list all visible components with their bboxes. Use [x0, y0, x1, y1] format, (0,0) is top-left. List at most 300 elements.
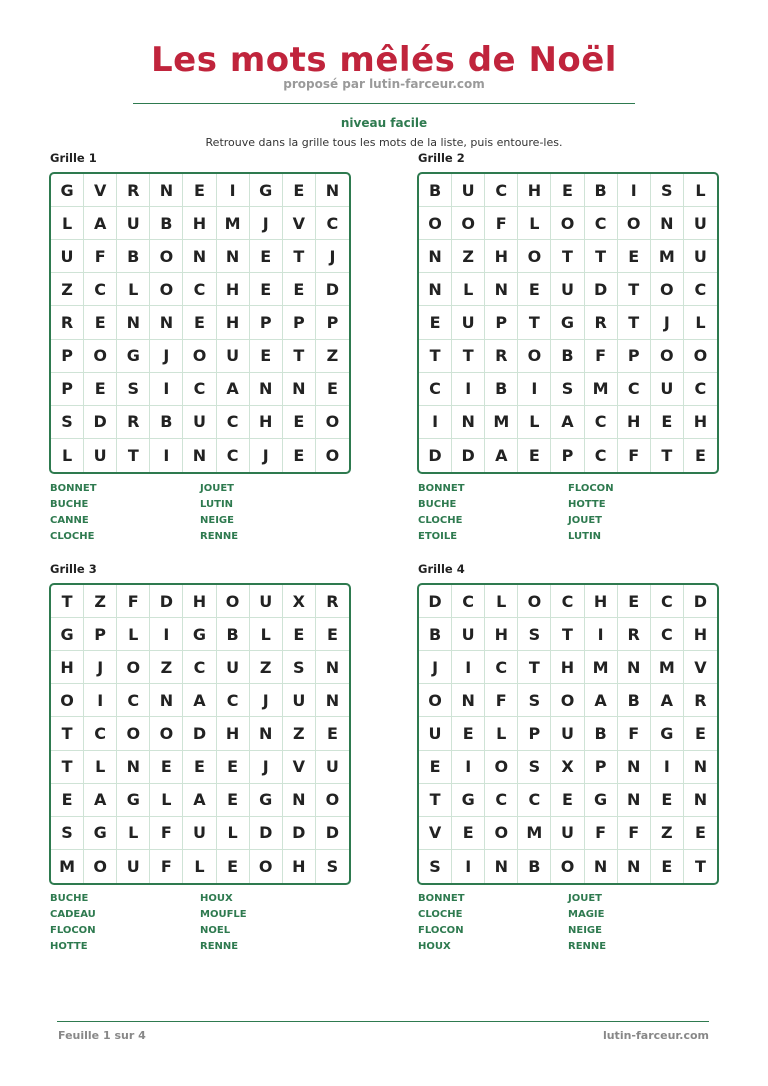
grid-cell[interactable]: N: [585, 850, 618, 883]
grid-cell[interactable]: E: [283, 618, 316, 651]
grid-cell[interactable]: O: [150, 240, 183, 273]
grid-cell[interactable]: N: [283, 784, 316, 817]
grid-cell[interactable]: T: [694, 856, 706, 876]
grid-cell[interactable]: A: [84, 784, 117, 817]
grid-cell[interactable]: P: [316, 306, 349, 339]
grid-cell[interactable]: E: [217, 850, 250, 883]
grid-cell[interactable]: F: [485, 207, 518, 240]
grid-cell[interactable]: E: [651, 784, 684, 817]
grid-cell[interactable]: O: [51, 684, 84, 717]
grid-cell[interactable]: A: [183, 684, 216, 717]
grid-cell[interactable]: F: [117, 585, 150, 618]
grid-cell[interactable]: Z: [150, 651, 183, 684]
grid-cell[interactable]: C: [585, 406, 618, 439]
grid-cell[interactable]: O: [316, 406, 349, 439]
grid-cell[interactable]: C: [518, 784, 551, 817]
grid-cell[interactable]: D: [419, 439, 452, 472]
grid-cell[interactable]: E: [651, 850, 684, 883]
grid-cell[interactable]: O: [485, 751, 518, 784]
grid-cell[interactable]: J: [419, 651, 452, 684]
grid-cell[interactable]: O: [217, 585, 250, 618]
grid-cell[interactable]: T: [117, 439, 150, 472]
grid-cell[interactable]: M: [51, 850, 84, 883]
grid-cell[interactable]: X: [551, 751, 584, 784]
grid-cell[interactable]: L: [684, 174, 717, 207]
grid-cell[interactable]: U: [551, 273, 584, 306]
grid-cell[interactable]: F: [618, 817, 651, 850]
grid-cell[interactable]: D: [585, 273, 618, 306]
grid-cell[interactable]: O: [518, 585, 551, 618]
grid-cell[interactable]: N: [316, 684, 349, 717]
grid-cell[interactable]: O: [84, 850, 117, 883]
grid-cell[interactable]: E: [316, 373, 349, 406]
grid-cell[interactable]: P: [250, 306, 283, 339]
grid-cell[interactable]: U: [452, 174, 485, 207]
grid-cell[interactable]: C: [316, 207, 349, 240]
grid-cell[interactable]: B: [150, 406, 183, 439]
grid-cell[interactable]: M: [651, 651, 684, 684]
grid-cell[interactable]: I: [585, 618, 618, 651]
grid-cell[interactable]: E: [551, 784, 584, 817]
grid-cell[interactable]: C: [419, 373, 452, 406]
grid-cell[interactable]: L: [518, 207, 551, 240]
grid-cell[interactable]: B: [485, 373, 518, 406]
grid-cell[interactable]: N: [183, 439, 216, 472]
grid-cell[interactable]: E: [419, 306, 452, 339]
grid-cell[interactable]: C: [651, 585, 684, 618]
grid-cell[interactable]: U: [283, 684, 316, 717]
grid-cell[interactable]: I: [150, 373, 183, 406]
grid-cell[interactable]: B: [419, 618, 452, 651]
grid-cell[interactable]: D: [419, 585, 452, 618]
grid-cell[interactable]: U: [419, 717, 452, 750]
grid-cell[interactable]: S: [518, 751, 551, 784]
grid-cell[interactable]: E: [84, 373, 117, 406]
grid-cell[interactable]: C: [217, 684, 250, 717]
grid-cell[interactable]: F: [618, 439, 651, 472]
grid-cell[interactable]: Z: [283, 717, 316, 750]
grid-cell[interactable]: G: [183, 618, 216, 651]
grid-cell[interactable]: H: [183, 207, 216, 240]
grid-cell[interactable]: U: [316, 751, 349, 784]
grid-cell[interactable]: E: [684, 817, 717, 850]
grid-cell[interactable]: C: [585, 439, 618, 472]
grid-cell[interactable]: E: [684, 717, 717, 750]
grid-cell[interactable]: T: [618, 306, 651, 339]
grid-cell[interactable]: E: [183, 174, 216, 207]
grid-cell[interactable]: H: [485, 240, 518, 273]
grid-cell[interactable]: O: [150, 273, 183, 306]
grid-cell[interactable]: R: [585, 306, 618, 339]
grid-cell[interactable]: N: [283, 373, 316, 406]
grid-cell[interactable]: S: [51, 406, 84, 439]
grid-cell[interactable]: N: [117, 306, 150, 339]
grid-cell[interactable]: F: [84, 240, 117, 273]
grid-cell[interactable]: N: [485, 273, 518, 306]
grid-cell[interactable]: L: [485, 717, 518, 750]
grid-cell[interactable]: T: [618, 273, 651, 306]
grid-cell[interactable]: N: [684, 784, 717, 817]
grid-cell[interactable]: C: [117, 684, 150, 717]
grid-cell[interactable]: C: [485, 651, 518, 684]
grid-cell[interactable]: E: [518, 273, 551, 306]
grid-cell[interactable]: Z: [452, 240, 485, 273]
grid-cell[interactable]: N: [250, 373, 283, 406]
grid-cell[interactable]: S: [117, 373, 150, 406]
grid-cell[interactable]: C: [217, 406, 250, 439]
grid-cell[interactable]: T: [452, 340, 485, 373]
grid-cell[interactable]: I: [419, 406, 452, 439]
grid-cell[interactable]: J: [250, 439, 283, 472]
grid-cell[interactable]: A: [183, 784, 216, 817]
grid-cell[interactable]: E: [618, 240, 651, 273]
grid-cell[interactable]: P: [551, 439, 584, 472]
grid-cell[interactable]: N: [316, 174, 349, 207]
grid-cell[interactable]: E: [316, 618, 349, 651]
grid-cell[interactable]: P: [51, 373, 84, 406]
grid-cell[interactable]: C: [217, 439, 250, 472]
grid-cell[interactable]: B: [518, 850, 551, 883]
grid-cell[interactable]: I: [217, 174, 250, 207]
grid-cell[interactable]: S: [326, 856, 339, 876]
grid-cell[interactable]: O: [518, 340, 551, 373]
grid-cell[interactable]: N: [150, 306, 183, 339]
grid-cell[interactable]: G: [585, 784, 618, 817]
grid-cell[interactable]: O: [419, 207, 452, 240]
grid-cell[interactable]: A: [551, 406, 584, 439]
grid-cell[interactable]: B: [618, 684, 651, 717]
grid-cell[interactable]: U: [217, 651, 250, 684]
grid-cell[interactable]: I: [452, 850, 485, 883]
grid-cell[interactable]: P: [283, 306, 316, 339]
grid-cell[interactable]: E: [283, 439, 316, 472]
grid-cell[interactable]: H: [217, 717, 250, 750]
grid-cell[interactable]: P: [485, 306, 518, 339]
grid-cell[interactable]: N: [419, 240, 452, 273]
grid-cell[interactable]: P: [618, 340, 651, 373]
grid-cell[interactable]: D: [150, 585, 183, 618]
grid-cell[interactable]: N: [150, 684, 183, 717]
grid-cell[interactable]: T: [51, 751, 84, 784]
grid-cell[interactable]: I: [452, 651, 485, 684]
grid-cell[interactable]: N: [618, 751, 651, 784]
grid-cell[interactable]: L: [117, 618, 150, 651]
grid-cell[interactable]: H: [217, 273, 250, 306]
grid-cell[interactable]: U: [183, 817, 216, 850]
grid-cell[interactable]: G: [51, 174, 84, 207]
grid-cell[interactable]: R: [316, 585, 349, 618]
grid-cell[interactable]: O: [651, 273, 684, 306]
grid-cell[interactable]: N: [452, 684, 485, 717]
grid-cell[interactable]: J: [651, 306, 684, 339]
grid-cell[interactable]: J: [84, 651, 117, 684]
grid-cell[interactable]: D: [250, 817, 283, 850]
grid-cell[interactable]: G: [117, 784, 150, 817]
grid-cell[interactable]: U: [551, 717, 584, 750]
grid-cell[interactable]: N: [183, 240, 216, 273]
grid-cell[interactable]: J: [250, 751, 283, 784]
grid-cell[interactable]: T: [51, 585, 84, 618]
grid-cell[interactable]: V: [419, 817, 452, 850]
grid-cell[interactable]: H: [518, 174, 551, 207]
grid-cell[interactable]: M: [217, 207, 250, 240]
grid-cell[interactable]: C: [485, 784, 518, 817]
grid-cell[interactable]: G: [452, 784, 485, 817]
grid-cell[interactable]: T: [283, 240, 316, 273]
grid-cell[interactable]: H: [618, 406, 651, 439]
grid-cell[interactable]: C: [183, 651, 216, 684]
grid-cell[interactable]: T: [419, 784, 452, 817]
grid-cell[interactable]: C: [684, 273, 717, 306]
grid-cell[interactable]: T: [51, 717, 84, 750]
grid-cell[interactable]: G: [651, 717, 684, 750]
grid-cell[interactable]: C: [183, 373, 216, 406]
grid-cell[interactable]: S: [551, 373, 584, 406]
grid-cell[interactable]: A: [485, 439, 518, 472]
grid-cell[interactable]: N: [150, 174, 183, 207]
grid-cell[interactable]: E: [51, 784, 84, 817]
grid-cell[interactable]: T: [518, 651, 551, 684]
grid-cell[interactable]: L: [250, 618, 283, 651]
grid-cell[interactable]: U: [217, 340, 250, 373]
grid-cell[interactable]: R: [684, 684, 717, 717]
grid-cell[interactable]: I: [150, 618, 183, 651]
grid-cell[interactable]: B: [419, 174, 452, 207]
grid-cell[interactable]: A: [84, 207, 117, 240]
grid-cell[interactable]: C: [585, 207, 618, 240]
grid-cell[interactable]: P: [84, 618, 117, 651]
grid-cell[interactable]: U: [651, 373, 684, 406]
grid-cell[interactable]: L: [518, 406, 551, 439]
grid-cell[interactable]: E: [283, 174, 316, 207]
grid-cell[interactable]: E: [250, 340, 283, 373]
grid-cell[interactable]: P: [585, 751, 618, 784]
grid-cell[interactable]: M: [651, 240, 684, 273]
grid-cell[interactable]: N: [684, 751, 717, 784]
grid-cell[interactable]: N: [485, 850, 518, 883]
grid-cell[interactable]: U: [452, 306, 485, 339]
grid-cell[interactable]: D: [283, 817, 316, 850]
grid-cell[interactable]: D: [452, 439, 485, 472]
grid-cell[interactable]: U: [117, 207, 150, 240]
grid-cell[interactable]: G: [51, 618, 84, 651]
grid-cell[interactable]: C: [452, 585, 485, 618]
grid-cell[interactable]: T: [551, 618, 584, 651]
grid-cell[interactable]: S: [518, 684, 551, 717]
grid-cell[interactable]: V: [84, 174, 117, 207]
grid-cell[interactable]: O: [250, 850, 283, 883]
grid-cell[interactable]: E: [250, 273, 283, 306]
grid-cell[interactable]: E: [518, 439, 551, 472]
grid-cell[interactable]: F: [150, 817, 183, 850]
grid-cell[interactable]: L: [452, 273, 485, 306]
grid-cell[interactable]: L: [183, 850, 216, 883]
grid-cell[interactable]: I: [84, 684, 117, 717]
grid-cell[interactable]: E: [283, 273, 316, 306]
grid-cell[interactable]: L: [217, 817, 250, 850]
grid-cell[interactable]: R: [485, 340, 518, 373]
grid-cell[interactable]: E: [419, 751, 452, 784]
grid-cell[interactable]: O: [84, 340, 117, 373]
grid-cell[interactable]: A: [651, 684, 684, 717]
grid-cell[interactable]: J: [316, 240, 349, 273]
grid-cell[interactable]: N: [419, 273, 452, 306]
grid-cell[interactable]: J: [250, 207, 283, 240]
grid-cell[interactable]: I: [518, 373, 551, 406]
grid-cell[interactable]: E: [452, 817, 485, 850]
grid-cell[interactable]: F: [618, 717, 651, 750]
grid-cell[interactable]: E: [150, 751, 183, 784]
grid-cell[interactable]: I: [651, 751, 684, 784]
grid-cell[interactable]: F: [585, 340, 618, 373]
grid-cell[interactable]: H: [283, 850, 316, 883]
grid-cell[interactable]: T: [585, 240, 618, 273]
grid-cell[interactable]: M: [518, 817, 551, 850]
grid-cell[interactable]: S: [651, 174, 684, 207]
grid-cell[interactable]: R: [618, 618, 651, 651]
grid-cell[interactable]: H: [684, 618, 717, 651]
grid-cell[interactable]: L: [150, 784, 183, 817]
grid-cell[interactable]: C: [84, 717, 117, 750]
grid-cell[interactable]: O: [183, 340, 216, 373]
grid-cell[interactable]: H: [250, 406, 283, 439]
grid-cell[interactable]: N: [217, 240, 250, 273]
grid-cell[interactable]: G: [250, 784, 283, 817]
grid-cell[interactable]: C: [183, 273, 216, 306]
grid-cell[interactable]: R: [117, 406, 150, 439]
grid-cell[interactable]: Z: [250, 651, 283, 684]
grid-cell[interactable]: L: [51, 439, 84, 472]
grid-cell[interactable]: Z: [651, 817, 684, 850]
grid-cell[interactable]: G: [84, 817, 117, 850]
grid-cell[interactable]: V: [684, 651, 717, 684]
grid-cell[interactable]: H: [684, 406, 717, 439]
grid-cell[interactable]: U: [684, 207, 717, 240]
grid-cell[interactable]: H: [217, 306, 250, 339]
grid-cell[interactable]: Z: [316, 340, 349, 373]
grid-cell[interactable]: M: [585, 651, 618, 684]
grid-cell[interactable]: N: [250, 717, 283, 750]
grid-cell[interactable]: J: [150, 340, 183, 373]
grid-cell[interactable]: U: [84, 439, 117, 472]
grid-cell[interactable]: U: [183, 406, 216, 439]
grid-cell[interactable]: R: [117, 174, 150, 207]
grid-cell[interactable]: V: [283, 207, 316, 240]
grid-cell[interactable]: U: [551, 817, 584, 850]
grid-cell[interactable]: N: [651, 207, 684, 240]
grid-cell[interactable]: O: [551, 850, 584, 883]
grid-cell[interactable]: I: [452, 373, 485, 406]
grid-cell[interactable]: E: [618, 585, 651, 618]
grid-cell[interactable]: H: [585, 585, 618, 618]
grid-cell[interactable]: T: [419, 340, 452, 373]
grid-cell[interactable]: T: [651, 439, 684, 472]
grid-cell[interactable]: H: [183, 585, 216, 618]
grid-cell[interactable]: O: [452, 207, 485, 240]
grid-cell[interactable]: E: [183, 751, 216, 784]
grid-cell[interactable]: C: [618, 373, 651, 406]
grid-cell[interactable]: M: [585, 373, 618, 406]
grid-cell[interactable]: G: [117, 340, 150, 373]
grid-cell[interactable]: L: [684, 306, 717, 339]
grid-cell[interactable]: G: [551, 306, 584, 339]
grid-cell[interactable]: E: [452, 717, 485, 750]
grid-cell[interactable]: I: [618, 174, 651, 207]
grid-cell[interactable]: Z: [84, 585, 117, 618]
grid-cell[interactable]: S: [419, 850, 452, 883]
grid-cell[interactable]: V: [283, 751, 316, 784]
grid-cell[interactable]: T: [551, 240, 584, 273]
grid-cell[interactable]: H: [551, 651, 584, 684]
grid-cell[interactable]: F: [485, 684, 518, 717]
grid-cell[interactable]: Z: [51, 273, 84, 306]
grid-cell[interactable]: S: [51, 817, 84, 850]
grid-cell[interactable]: P: [51, 340, 84, 373]
grid-cell[interactable]: H: [51, 651, 84, 684]
grid-cell[interactable]: O: [117, 717, 150, 750]
grid-cell[interactable]: L: [485, 585, 518, 618]
grid-cell[interactable]: T: [283, 340, 316, 373]
grid-cell[interactable]: B: [551, 340, 584, 373]
grid-cell[interactable]: B: [585, 717, 618, 750]
grid-cell[interactable]: N: [117, 751, 150, 784]
grid-cell[interactable]: E: [250, 240, 283, 273]
grid-cell[interactable]: B: [150, 207, 183, 240]
grid-cell[interactable]: M: [485, 406, 518, 439]
grid-cell[interactable]: E: [651, 406, 684, 439]
grid-cell[interactable]: G: [250, 174, 283, 207]
grid-cell[interactable]: U: [452, 618, 485, 651]
grid-cell[interactable]: N: [618, 651, 651, 684]
grid-cell[interactable]: O: [419, 684, 452, 717]
grid-cell[interactable]: S: [283, 651, 316, 684]
grid-cell[interactable]: X: [283, 585, 316, 618]
grid-cell[interactable]: D: [84, 406, 117, 439]
grid-cell[interactable]: U: [51, 240, 84, 273]
grid-cell[interactable]: O: [150, 717, 183, 750]
grid-cell[interactable]: E: [551, 174, 584, 207]
grid-cell[interactable]: E: [316, 717, 349, 750]
grid-cell[interactable]: A: [217, 373, 250, 406]
grid-cell[interactable]: O: [485, 817, 518, 850]
grid-cell[interactable]: D: [684, 585, 717, 618]
grid-cell[interactable]: B: [117, 240, 150, 273]
grid-cell[interactable]: F: [150, 850, 183, 883]
grid-cell[interactable]: N: [316, 651, 349, 684]
grid-cell[interactable]: U: [250, 585, 283, 618]
grid-cell[interactable]: C: [84, 273, 117, 306]
grid-cell[interactable]: O: [518, 240, 551, 273]
grid-cell[interactable]: E: [694, 445, 706, 465]
grid-cell[interactable]: B: [217, 618, 250, 651]
grid-cell[interactable]: C: [485, 174, 518, 207]
grid-cell[interactable]: N: [452, 406, 485, 439]
grid-cell[interactable]: O: [618, 207, 651, 240]
grid-cell[interactable]: P: [518, 717, 551, 750]
grid-cell[interactable]: B: [585, 174, 618, 207]
grid-cell[interactable]: O: [117, 651, 150, 684]
grid-cell[interactable]: S: [518, 618, 551, 651]
grid-cell[interactable]: U: [684, 240, 717, 273]
grid-cell[interactable]: L: [117, 273, 150, 306]
grid-cell[interactable]: L: [117, 817, 150, 850]
grid-cell[interactable]: H: [485, 618, 518, 651]
grid-cell[interactable]: L: [51, 207, 84, 240]
grid-cell[interactable]: L: [84, 751, 117, 784]
grid-cell[interactable]: O: [551, 684, 584, 717]
grid-cell[interactable]: E: [283, 406, 316, 439]
grid-cell[interactable]: F: [585, 817, 618, 850]
